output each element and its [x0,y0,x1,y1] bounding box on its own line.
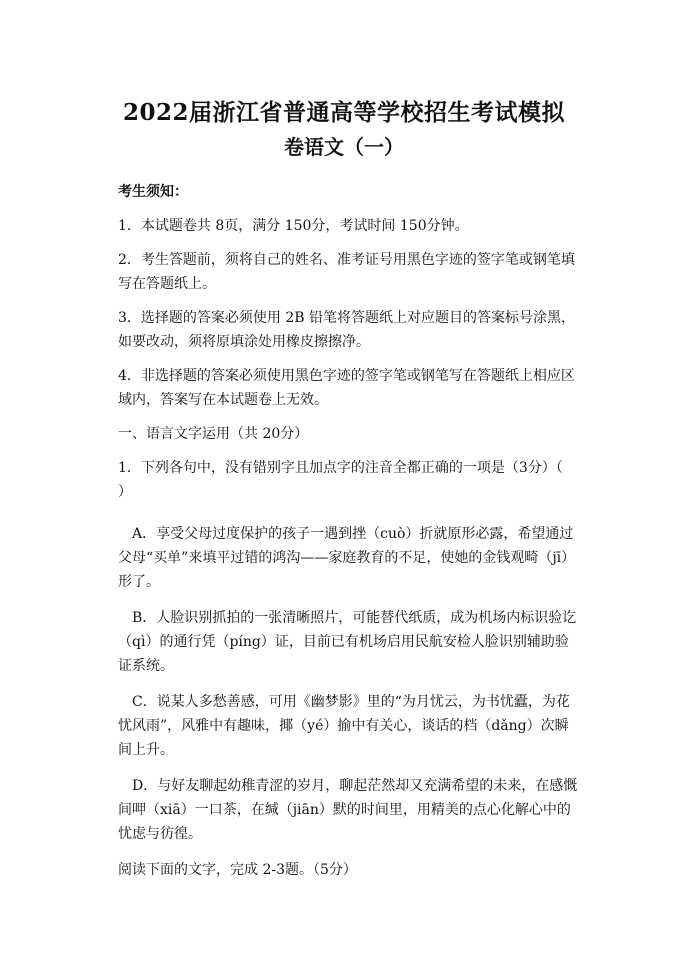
exam-title-line2: 卷语文（一） [284,135,404,159]
question-1-option-b: B．人脸识别抓拍的一张清晰照片，可能替代纸质，成为机场内标识验讫（qì）的通行凭（píng）证，目前已有机场启用民航安检人脸识别辅助验证系统。 [118,610,577,674]
notice-heading: 考生须知： [118,184,188,200]
notice-item-2: 2．考生答题前，须将自己的姓名、准考证号用黑色字迹的签字笔或钢笔填写在答题纸上。 [118,252,575,292]
exam-content [118,180,591,892]
notice-item-4: 4．非选择题的答案必须使用黑色字迹的签字笔或钢笔写在答题纸上相应区域内，答案写在本试题卷上无效。 [118,368,575,408]
question-1-option-a: A．享受父母过度保护的孩子一遇到挫（cuò）折就原形必露，希望通过父母“买单”来填平过错的鸿沟——家庭教育的不足，使她的金钱观畸（jī）形了。 [118,526,576,590]
question-1-option-d: D．与好友聊起幼稚青涩的岁月，聊起茫然却又充满希望的未来，在感慨间呷（xiā）一口茶，在缄（jiān）默的时间里，用精美的点心化解心中的忧虑与彷徨。 [118,778,578,842]
reading-instruction: 阅读下面的文字，完成 2-3题。（5分） [118,862,357,878]
question-1-stem: 1．下列各句中，没有错别字且加点字的注音全都正确的一项是（3分）（ ） [118,460,591,500]
exam-title-line1: 2022届浙江省普通高等学校招生考试模拟 [122,99,565,126]
question-1-option-c: C．说某人多愁善感，可用《幽梦影》里的“为月忧云，为书忧蠹，为花忧风雨”，风雅中有趣味，揶（yé）揄中有关心，谈话的档（dǎng）次瞬间上升。 [118,694,570,758]
section-heading: 一、语言文字运用（共 20分） [118,426,309,442]
notice-item-3: 3．选择题的答案必须使用 2B 铅笔将答题纸上对应题目的答案标号涂黑，如要改动，须将原填涂处用橡皮擦擦净。 [118,310,576,350]
notice-item-1: 1．本试题卷共 8页，满分 150分，考试时间 150分钟。 [118,218,469,234]
